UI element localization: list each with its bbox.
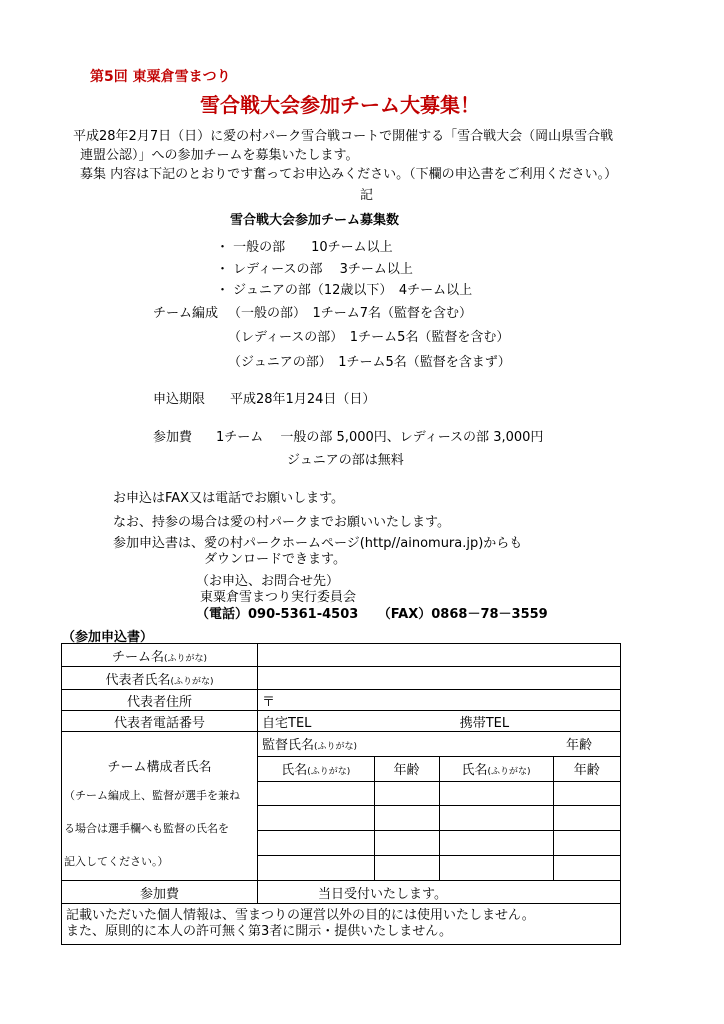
contact-label: （お申込、お問合せ先） — [196, 574, 340, 589]
team-name-field[interactable] — [258, 644, 621, 667]
form-title: （参加申込書） — [62, 630, 154, 645]
application-form — [61, 643, 621, 945]
note-line-1: お申込はFAX又は電話でお願いします。 — [113, 491, 345, 506]
privacy-line-2: また、原則的に本人の許可無く第3者に開示・提供いたしません。 — [66, 924, 453, 939]
note-line-4: ダウンロードできます。 — [204, 552, 346, 567]
members-note-1: （チーム編成上、監督が選手を兼ね — [64, 789, 240, 802]
rep-phone-field[interactable] — [258, 711, 621, 732]
fee-value: 1チーム 一般の部 5,000円、レディースの部 3,000円 — [216, 430, 544, 445]
form-fee-label: 参加費 — [62, 881, 258, 904]
member-name-cell[interactable] — [439, 856, 553, 880]
member-age-cell[interactable] — [553, 781, 620, 806]
member-name-cell[interactable] — [258, 781, 374, 806]
member-name-cell[interactable] — [439, 831, 553, 856]
member-age-cell[interactable] — [374, 806, 439, 831]
team-name-label: チーム名(ふりがな) — [62, 644, 258, 667]
postal-mark: 〒 — [262, 694, 276, 710]
member-age-cell[interactable] — [553, 831, 620, 856]
member-age-cell[interactable] — [553, 806, 620, 831]
page-title: 雪合戦大会参加チーム大募集！ — [200, 93, 480, 117]
deadline-value: 平成28年1月24日（日） — [230, 392, 376, 407]
contact-org: 東粟倉雪まつり実行委員会 — [200, 590, 357, 605]
recruit-heading: 雪合戦大会参加チーム募集数 — [230, 213, 400, 228]
privacy-notice — [62, 904, 621, 945]
member-name-header-1: 氏名(ふりがな) — [258, 756, 374, 781]
recruit-item-junior: ・ ジュニアの部（12歳以下） 4チーム以上 — [216, 283, 473, 298]
recruit-item-ladies: ・ レディースの部 3チーム以上 — [216, 262, 413, 277]
member-name-cell[interactable] — [258, 831, 374, 856]
member-age-header-2: 年齢 — [553, 756, 620, 781]
manager-row[interactable]: 監督氏名(ふりがな) 年齢 — [258, 732, 620, 756]
note-line-3: 参加申込書は、愛の村パークホームページ(http//ainomura.jp)からも — [113, 536, 523, 551]
composition-label: チーム編成 — [153, 306, 219, 321]
rep-name-field[interactable] — [258, 667, 621, 690]
home-tel-label: 自宅TEL — [262, 715, 312, 731]
intro-line-1: 平成28年2月7日（日）に愛の村パーク雪合戦コートで開催する「雪合戦大会（岡山県雪合戦 — [73, 129, 614, 144]
ki-mark: 記 — [360, 188, 374, 203]
fee-junior: ジュニアの部は無料 — [287, 453, 404, 468]
members-note-2: る場合は選手欄へも監督の氏名を — [64, 822, 229, 835]
rep-name-label: 代表者氏名(ふりがな) — [62, 667, 258, 690]
fee-label: 参加費 — [153, 430, 193, 445]
manager-age-label: 年齢 — [565, 738, 592, 754]
composition-junior: （ジュニアの部） 1チーム5名（監督を含まず） — [228, 355, 511, 370]
contact-phone: （電話）090-5361-4503 （FAX）0868－78－3559 — [196, 607, 548, 622]
member-age-cell[interactable] — [374, 856, 439, 880]
manager-name-label: 監督氏名 — [262, 738, 315, 754]
form-fee-value: 当日受付いたします。 — [258, 881, 621, 904]
members-grid-cell — [258, 732, 621, 881]
member-name-cell[interactable] — [439, 806, 553, 831]
member-age-cell[interactable] — [553, 856, 620, 880]
member-name-header-2: 氏名(ふりがな) — [439, 756, 553, 781]
privacy-line-1: 記載いただいた個人情報は、雪まつりの運営以外の目的には使用いたしません。 — [66, 908, 535, 923]
members-label-cell — [62, 732, 258, 881]
deadline-label: 申込期限 — [153, 392, 206, 407]
rep-address-field[interactable] — [258, 690, 621, 711]
recruit-item-general: ・ 一般の部 10チーム以上 — [216, 240, 393, 255]
member-age-cell[interactable] — [374, 781, 439, 806]
intro-line-3: 募集 内容は下記のとおりです奮ってお申込みください。（下欄の申込書をご利用ください。） — [80, 167, 618, 182]
note-line-2: なお、持参の場合は愛の村パークまでお願いいたします。 — [113, 515, 450, 530]
member-age-cell[interactable] — [374, 831, 439, 856]
composition-ladies: （レディースの部） 1チーム5名（監督を含む） — [228, 330, 510, 345]
event-name: 第5回 東粟倉雪まつり — [90, 69, 231, 85]
member-name-cell[interactable] — [258, 806, 374, 831]
member-name-cell[interactable] — [439, 781, 553, 806]
mobile-tel-label: 携帯TEL — [459, 715, 510, 731]
members-grid — [258, 732, 620, 880]
rep-address-label: 代表者住所 — [62, 690, 258, 711]
intro-line-2: 連盟公認）」への参加チームを募集いたします。 — [80, 148, 359, 163]
member-age-header-1: 年齢 — [374, 756, 439, 781]
composition-general: （一般の部） 1チーム7名（監督を含む） — [228, 306, 473, 321]
members-note-3: 記入してください。） — [64, 855, 169, 868]
rep-phone-label: 代表者電話番号 — [62, 711, 258, 732]
member-name-cell[interactable] — [258, 856, 374, 880]
members-label: チーム構成者氏名 — [107, 760, 212, 775]
